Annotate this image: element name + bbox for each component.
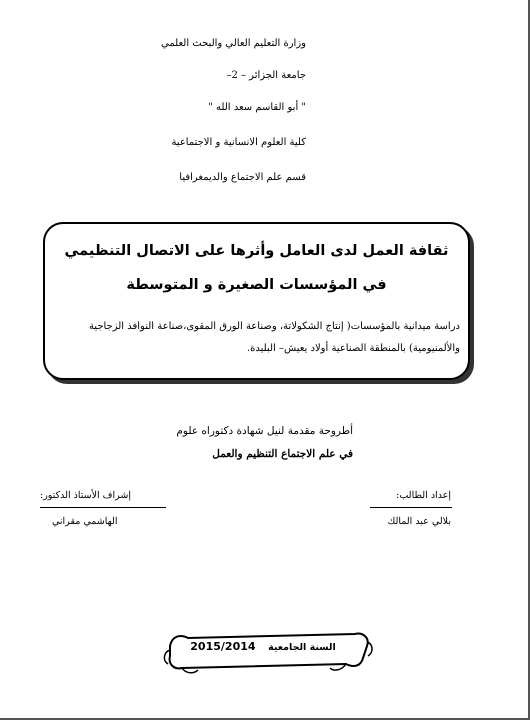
faculty-name: كلية العلوم الانسانية و الاجتماعية <box>171 137 306 148</box>
university-honorific-name: " أبو القاسم سعد الله " <box>208 102 306 113</box>
academic-year-value: 2015/2014 <box>190 640 256 653</box>
student-name: بلالي عبد المالك <box>387 516 451 527</box>
thesis-title-box <box>43 222 470 380</box>
thesis-degree-line: أطروحة مقدمة لنيل شهادة دكتوراه علوم <box>176 425 353 437</box>
academic-year-label: السنة الجامعية <box>268 642 336 653</box>
supervisor-label-underline <box>40 507 166 508</box>
thesis-title: ثقافة العمل لدى العامل وأثرها على الاتصال التنظيمي في المؤسسات الصغيرة و المتوسطة <box>64 243 449 293</box>
ministry-name: وزارة التعليم العالي والبحث العلمي <box>161 38 306 49</box>
university-name: جامعة الجزائر – 2– <box>226 70 306 81</box>
supervisor-name: الهاشمي مقراني <box>52 516 118 527</box>
thesis-subtitle: دراسة ميدانية بالمؤسسات( إنتاج الشكولاتة، وصناعة الورق المقوى،صناعة النوافذ الزجاجية والألمنيومية) بالمنطقة الصناعية أولاد يعيش– البليدة. <box>88 321 460 354</box>
supervisor-label: إشراف الأستاذ الدكتور: <box>40 490 131 501</box>
department-name: قسم علم الاجتماع والديمغرافيا <box>179 172 306 183</box>
student-label-underline <box>370 507 452 508</box>
thesis-specialty-line: في علم الاجتماع التنظيم والعمل <box>212 448 353 460</box>
student-label: إعداد الطالب: <box>396 490 451 501</box>
academic-year <box>178 640 348 658</box>
